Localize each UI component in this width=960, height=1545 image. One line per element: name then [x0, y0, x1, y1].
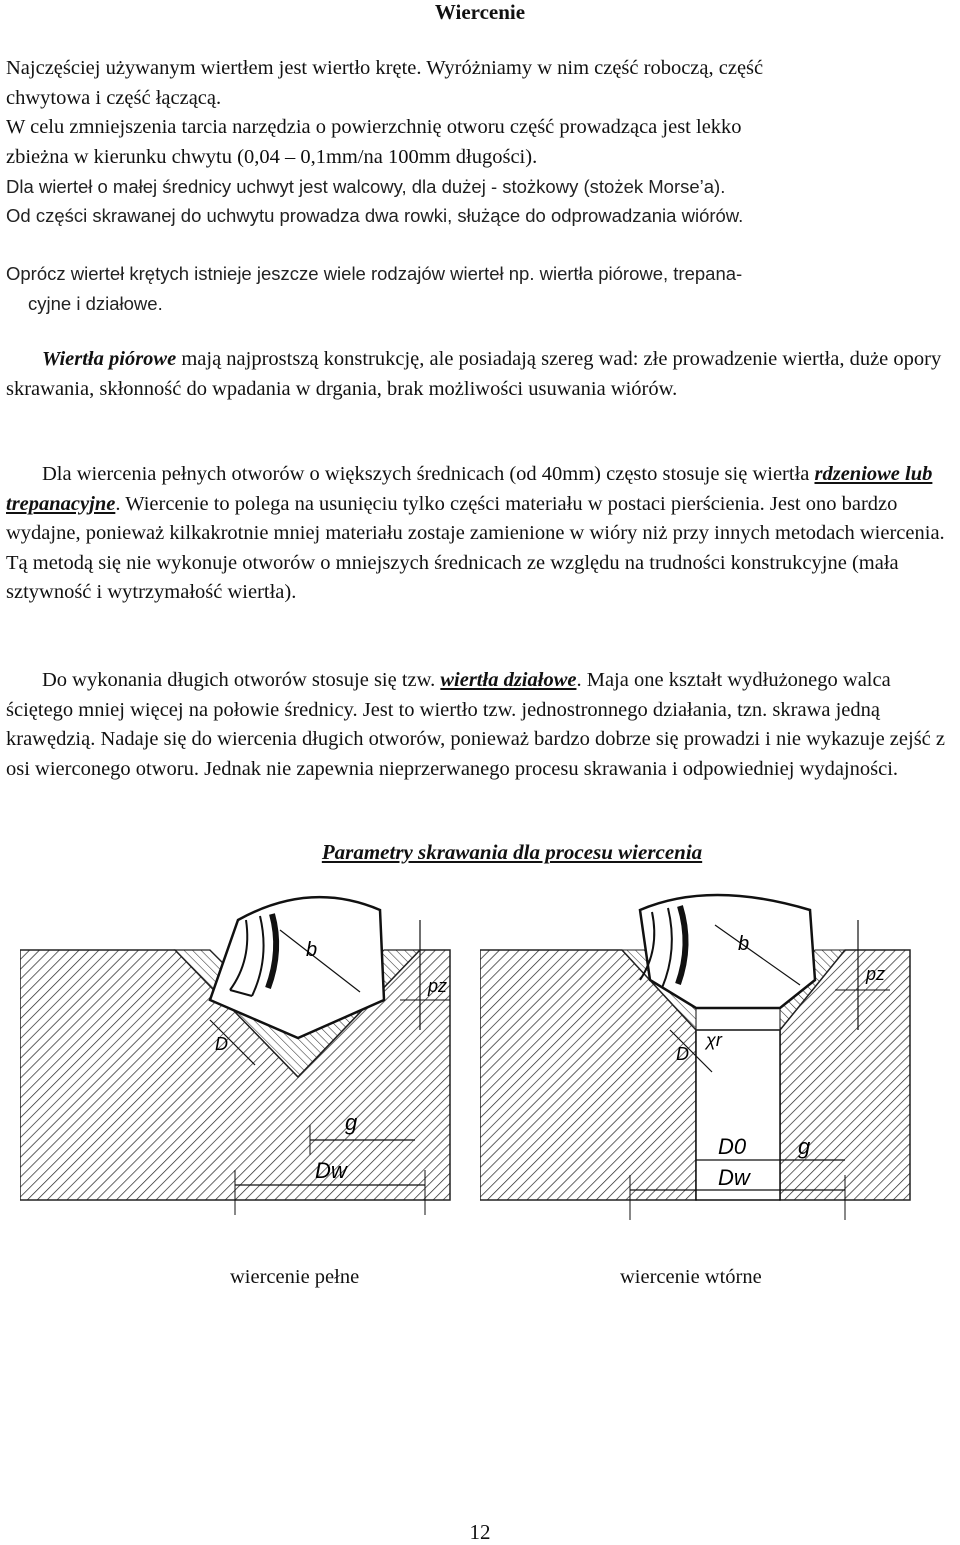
label-D0: D0 [718, 1134, 747, 1159]
label-kappa: χr [706, 1030, 722, 1050]
paragraph-grooves: Od części skrawanej do uchwytu prowadza dwa rowki, służące do odprowadzania wiórów. [6, 205, 744, 226]
figure-secondary-drilling [480, 880, 940, 1240]
label-Dw: Dw [718, 1165, 750, 1190]
label-Dw: Dw [315, 1158, 347, 1183]
page-title: Wiercenie [434, 0, 526, 24]
paragraph-drill-types: Oprócz wierteł krętych istnieje jeszcze wiele rodzajów wierteł np. wiertła piórowe, trepana- cyjne i działowe. [6, 263, 743, 314]
label-g: g [798, 1134, 811, 1159]
secondary-drilling-diagram [480, 880, 940, 1240]
paragraph-trepanning: Dla wiercenia pełnych otworów o większych średnicach (od 40mm) często stosuje się wiertła rdzeniowe lub trepanacyjne. Wiercenie to polega na usunięciu tylko części materiału w postaci pierścienia. Jest ono bardzo wydajne, ponieważ kilkakrotnie mniej materiału zostaje zamienione w wióry niż przy innych metodach wiercenia. Tą metodą się nie wykonuje otworów o mniejszych średnicach ze względu na trudności konstrukcyjne (mała sztywność i wytrzymałość wiertła). [6, 463, 945, 603]
paragraph-friction: W celu zmniejszenia tarcia narzędzia o powierzchnię otworu część prowadząca jest lekko zbieżna w kierunku chwytu (0,04 – 0,1mm/na 100mm długości). [6, 116, 742, 168]
paragraph-twist-drill: Najczęściej używanym wiertłem jest wiertło kręte. Wyróżniamy w nim część roboczą, część chwytowa i część łączącą. [6, 57, 764, 109]
term-spade-drills: Wiertła piórowe [42, 348, 177, 370]
section-heading: Parametry skrawania dla procesu wiercenia [321, 840, 703, 864]
caption-full-drilling: wiercenie pełne [230, 1266, 360, 1288]
label-pz: pz [866, 964, 886, 984]
label-pz: pz [428, 976, 448, 996]
term-core-drills: rdzeniowe lub trepanacyjne [6, 463, 933, 515]
paragraph-spade-drills: Wiertła piórowe mają najprostszą konstrukcję, ale posiadają szereg wad: złe prowadzenie wiertła, duże opory skrawania, skłonność do wpadania w drgania, brak możliwości usuwania wiórów. [6, 348, 942, 400]
drill-body [640, 895, 815, 1008]
caption-secondary-drilling: wiercenie wtórne [620, 1266, 762, 1288]
label-D: D [215, 1034, 228, 1054]
label-b: b [306, 939, 318, 961]
label-g: g [345, 1110, 358, 1135]
page-number: 12 [469, 1520, 491, 1544]
paragraph-gun-drills: Do wykonania długich otworów stosuje się tzw. wiertła działowe. Maja one kształt wydłużonego walca ściętego mniej więcej na połowie średnicy. Jest to wiertło tzw. jednostronnego działania, tzn. skrawa jedną krawędzią. Nadaje się do wiercenia długich otworów, ponieważ bardzo dobrze się prowadzi i nie wykazuje zejść z osi wierconego otworu. Jednak nie zapewnia nieprzerwanego procesu skrawania i odpowiedniej wydajności. [6, 669, 945, 780]
term-gun-drills: wiertła działowe [440, 669, 577, 691]
full-drilling-diagram [20, 880, 480, 1240]
label-D: D [676, 1044, 689, 1064]
figure-full-drilling [20, 880, 480, 1240]
label-b: b [738, 933, 750, 955]
paragraph-shank: Dla wierteł o małej średnicy uchwyt jest walcowy, dla dużej - stożkowy (stożek Morse’a). [6, 176, 726, 197]
